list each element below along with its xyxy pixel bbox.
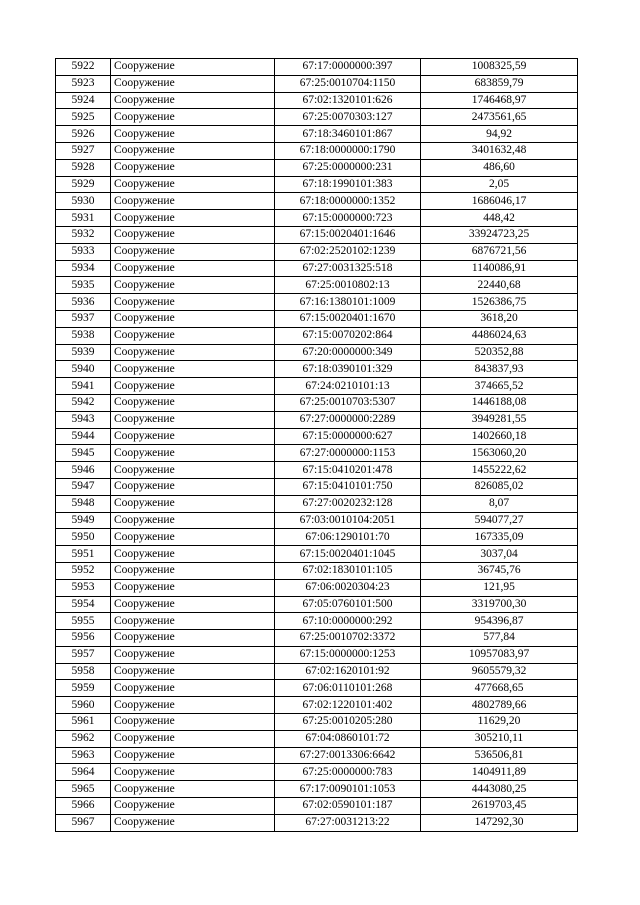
table-row xyxy=(56,411,578,428)
cadastral-value-cell: 167335,09 xyxy=(421,529,578,546)
table-row xyxy=(56,92,578,109)
object-type-cell: Сооружение xyxy=(111,260,275,277)
object-type-cell: Сооружение xyxy=(111,562,275,579)
object-type-cell: Сооружение xyxy=(111,428,275,445)
table-row xyxy=(56,798,578,815)
row-number-cell: 5959 xyxy=(56,680,111,697)
table-row xyxy=(56,579,578,596)
cadastral-number-cell: 67:25:0010704:1150 xyxy=(275,75,421,92)
row-number-cell: 5967 xyxy=(56,814,111,831)
cadastral-number-cell: 67:05:0760101:500 xyxy=(275,596,421,613)
cadastral-value-cell: 2619703,45 xyxy=(421,798,578,815)
cadastral-value-cell: 11629,20 xyxy=(421,714,578,731)
cadastral-number-cell: 67:17:0090101:1053 xyxy=(275,781,421,798)
cadastral-value-cell: 1402660,18 xyxy=(421,428,578,445)
table-body xyxy=(56,59,578,832)
table-row xyxy=(56,529,578,546)
table-row xyxy=(56,646,578,663)
object-type-cell: Сооружение xyxy=(111,176,275,193)
cadastral-number-cell: 67:27:0013306:6642 xyxy=(275,747,421,764)
cadastral-number-cell: 67:27:0000000:2289 xyxy=(275,411,421,428)
object-type-cell: Сооружение xyxy=(111,764,275,781)
row-number-cell: 5948 xyxy=(56,495,111,512)
cadastral-number-cell: 67:15:0000000:627 xyxy=(275,428,421,445)
table-row xyxy=(56,310,578,327)
row-number-cell: 5932 xyxy=(56,226,111,243)
object-type-cell: Сооружение xyxy=(111,814,275,831)
row-number-cell: 5923 xyxy=(56,75,111,92)
row-number-cell: 5929 xyxy=(56,176,111,193)
table-row xyxy=(56,814,578,831)
cadastral-number-cell: 67:16:1380101:1009 xyxy=(275,294,421,311)
cadastral-number-cell: 67:25:0010205:280 xyxy=(275,714,421,731)
cadastral-value-cell: 4486024,63 xyxy=(421,327,578,344)
cadastral-number-cell: 67:27:0031325:518 xyxy=(275,260,421,277)
table-row xyxy=(56,260,578,277)
cadastral-value-cell: 536506,81 xyxy=(421,747,578,764)
cadastral-number-cell: 67:04:0860101:72 xyxy=(275,730,421,747)
object-type-cell: Сооружение xyxy=(111,462,275,479)
object-type-cell: Сооружение xyxy=(111,680,275,697)
table-row xyxy=(56,495,578,512)
table-row xyxy=(56,512,578,529)
row-number-cell: 5945 xyxy=(56,445,111,462)
cadastral-value-cell: 1455222,62 xyxy=(421,462,578,479)
object-type-cell: Сооружение xyxy=(111,646,275,663)
object-type-cell: Сооружение xyxy=(111,344,275,361)
object-type-cell: Сооружение xyxy=(111,596,275,613)
cadastral-value-cell: 1140086,91 xyxy=(421,260,578,277)
cadastral-value-cell: 22440,68 xyxy=(421,277,578,294)
cadastral-number-cell: 67:02:0590101:187 xyxy=(275,798,421,815)
object-type-cell: Сооружение xyxy=(111,243,275,260)
cadastral-number-cell: 67:27:0000000:1153 xyxy=(275,445,421,462)
row-number-cell: 5951 xyxy=(56,546,111,563)
table-row xyxy=(56,697,578,714)
cadastral-value-cell: 594077,27 xyxy=(421,512,578,529)
table-row xyxy=(56,210,578,227)
table-row xyxy=(56,378,578,395)
object-type-cell: Сооружение xyxy=(111,781,275,798)
row-number-cell: 5925 xyxy=(56,109,111,126)
cadastral-number-cell: 67:03:0010104:2051 xyxy=(275,512,421,529)
cadastral-number-cell: 67:06:0110101:268 xyxy=(275,680,421,697)
object-type-cell: Сооружение xyxy=(111,529,275,546)
cadastral-number-cell: 67:18:0390101:329 xyxy=(275,361,421,378)
object-type-cell: Сооружение xyxy=(111,75,275,92)
cadastral-value-cell: 520352,88 xyxy=(421,344,578,361)
cadastral-value-cell: 2473561,65 xyxy=(421,109,578,126)
table-row xyxy=(56,714,578,731)
row-number-cell: 5964 xyxy=(56,764,111,781)
row-number-cell: 5942 xyxy=(56,394,111,411)
object-type-cell: Сооружение xyxy=(111,159,275,176)
object-type-cell: Сооружение xyxy=(111,579,275,596)
object-type-cell: Сооружение xyxy=(111,109,275,126)
table-row xyxy=(56,613,578,630)
cadastral-number-cell: 67:25:0000000:231 xyxy=(275,159,421,176)
cadastral-value-cell: 10957083,97 xyxy=(421,646,578,663)
cadastral-value-cell: 4802789,66 xyxy=(421,697,578,714)
cadastral-number-cell: 67:25:0010802:13 xyxy=(275,277,421,294)
row-number-cell: 5965 xyxy=(56,781,111,798)
object-type-cell: Сооружение xyxy=(111,411,275,428)
row-number-cell: 5936 xyxy=(56,294,111,311)
table-row xyxy=(56,277,578,294)
row-number-cell: 5961 xyxy=(56,714,111,731)
object-type-cell: Сооружение xyxy=(111,478,275,495)
cadastral-value-table xyxy=(55,58,578,832)
cadastral-number-cell: 67:06:0020304:23 xyxy=(275,579,421,596)
row-number-cell: 5943 xyxy=(56,411,111,428)
table-row xyxy=(56,394,578,411)
cadastral-number-cell: 67:15:0410201:478 xyxy=(275,462,421,479)
table-row xyxy=(56,478,578,495)
cadastral-number-cell: 67:17:0000000:397 xyxy=(275,59,421,76)
object-type-cell: Сооружение xyxy=(111,730,275,747)
table-row xyxy=(56,747,578,764)
object-type-cell: Сооружение xyxy=(111,378,275,395)
cadastral-number-cell: 67:27:0020232:128 xyxy=(275,495,421,512)
cadastral-number-cell: 67:18:3460101:867 xyxy=(275,126,421,143)
cadastral-value-cell: 577,84 xyxy=(421,630,578,647)
cadastral-value-cell: 683859,79 xyxy=(421,75,578,92)
row-number-cell: 5956 xyxy=(56,630,111,647)
object-type-cell: Сооружение xyxy=(111,495,275,512)
table-row xyxy=(56,445,578,462)
cadastral-value-cell: 121,95 xyxy=(421,579,578,596)
cadastral-number-cell: 67:15:0020401:1670 xyxy=(275,310,421,327)
cadastral-value-cell: 147292,30 xyxy=(421,814,578,831)
table-row xyxy=(56,176,578,193)
row-number-cell: 5960 xyxy=(56,697,111,714)
object-type-cell: Сооружение xyxy=(111,697,275,714)
cadastral-number-cell: 67:15:0000000:1253 xyxy=(275,646,421,663)
cadastral-number-cell: 67:20:0000000:349 xyxy=(275,344,421,361)
cadastral-value-cell: 3037,04 xyxy=(421,546,578,563)
object-type-cell: Сооружение xyxy=(111,445,275,462)
row-number-cell: 5935 xyxy=(56,277,111,294)
object-type-cell: Сооружение xyxy=(111,142,275,159)
cadastral-value-cell: 1404911,89 xyxy=(421,764,578,781)
object-type-cell: Сооружение xyxy=(111,798,275,815)
table-row xyxy=(56,680,578,697)
row-number-cell: 5927 xyxy=(56,142,111,159)
object-type-cell: Сооружение xyxy=(111,747,275,764)
cadastral-number-cell: 67:02:1830101:105 xyxy=(275,562,421,579)
row-number-cell: 5924 xyxy=(56,92,111,109)
object-type-cell: Сооружение xyxy=(111,546,275,563)
cadastral-value-cell: 3949281,55 xyxy=(421,411,578,428)
cadastral-number-cell: 67:27:0031213:22 xyxy=(275,814,421,831)
table-row xyxy=(56,630,578,647)
cadastral-number-cell: 67:10:0000000:292 xyxy=(275,613,421,630)
cadastral-value-cell: 3319700,30 xyxy=(421,596,578,613)
cadastral-number-cell: 67:15:0000000:723 xyxy=(275,210,421,227)
row-number-cell: 5946 xyxy=(56,462,111,479)
row-number-cell: 5934 xyxy=(56,260,111,277)
table-row xyxy=(56,226,578,243)
cadastral-number-cell: 67:24:0210101:13 xyxy=(275,378,421,395)
cadastral-value-cell: 3401632,48 xyxy=(421,142,578,159)
row-number-cell: 5944 xyxy=(56,428,111,445)
cadastral-value-cell: 448,42 xyxy=(421,210,578,227)
table-row xyxy=(56,781,578,798)
object-type-cell: Сооружение xyxy=(111,394,275,411)
row-number-cell: 5963 xyxy=(56,747,111,764)
table-row xyxy=(56,193,578,210)
object-type-cell: Сооружение xyxy=(111,361,275,378)
cadastral-value-cell: 4443080,25 xyxy=(421,781,578,798)
cadastral-value-cell: 826085,02 xyxy=(421,478,578,495)
cadastral-value-cell: 36745,76 xyxy=(421,562,578,579)
cadastral-number-cell: 67:25:0010703:5307 xyxy=(275,394,421,411)
table-row xyxy=(56,159,578,176)
table-row xyxy=(56,562,578,579)
table-row xyxy=(56,294,578,311)
cadastral-number-cell: 67:15:0070202:864 xyxy=(275,327,421,344)
object-type-cell: Сооружение xyxy=(111,193,275,210)
object-type-cell: Сооружение xyxy=(111,226,275,243)
cadastral-value-cell: 305210,11 xyxy=(421,730,578,747)
cadastral-number-cell: 67:15:0020401:1646 xyxy=(275,226,421,243)
cadastral-number-cell: 67:15:0410101:750 xyxy=(275,478,421,495)
cadastral-number-cell: 67:02:2520102:1239 xyxy=(275,243,421,260)
object-type-cell: Сооружение xyxy=(111,210,275,227)
cadastral-value-cell: 2,05 xyxy=(421,176,578,193)
cadastral-value-cell: 1446188,08 xyxy=(421,394,578,411)
cadastral-value-cell: 1008325,59 xyxy=(421,59,578,76)
row-number-cell: 5962 xyxy=(56,730,111,747)
cadastral-value-cell: 1526386,75 xyxy=(421,294,578,311)
row-number-cell: 5953 xyxy=(56,579,111,596)
row-number-cell: 5952 xyxy=(56,562,111,579)
object-type-cell: Сооружение xyxy=(111,59,275,76)
table-row xyxy=(56,428,578,445)
object-type-cell: Сооружение xyxy=(111,630,275,647)
cadastral-number-cell: 67:18:1990101:383 xyxy=(275,176,421,193)
row-number-cell: 5966 xyxy=(56,798,111,815)
row-number-cell: 5938 xyxy=(56,327,111,344)
object-type-cell: Сооружение xyxy=(111,663,275,680)
row-number-cell: 5937 xyxy=(56,310,111,327)
cadastral-number-cell: 67:18:0000000:1352 xyxy=(275,193,421,210)
table-row xyxy=(56,596,578,613)
cadastral-value-cell: 477668,65 xyxy=(421,680,578,697)
cadastral-value-cell: 3618,20 xyxy=(421,310,578,327)
cadastral-value-cell: 1563060,20 xyxy=(421,445,578,462)
object-type-cell: Сооружение xyxy=(111,613,275,630)
row-number-cell: 5940 xyxy=(56,361,111,378)
cadastral-number-cell: 67:18:0000000:1790 xyxy=(275,142,421,159)
object-type-cell: Сооружение xyxy=(111,277,275,294)
row-number-cell: 5928 xyxy=(56,159,111,176)
cadastral-number-cell: 67:02:1320101:626 xyxy=(275,92,421,109)
cadastral-number-cell: 67:25:0010702:3372 xyxy=(275,630,421,647)
row-number-cell: 5954 xyxy=(56,596,111,613)
cadastral-value-cell: 374665,52 xyxy=(421,378,578,395)
table-row xyxy=(56,126,578,143)
table-row xyxy=(56,764,578,781)
object-type-cell: Сооружение xyxy=(111,714,275,731)
row-number-cell: 5922 xyxy=(56,59,111,76)
object-type-cell: Сооружение xyxy=(111,310,275,327)
row-number-cell: 5926 xyxy=(56,126,111,143)
table-row xyxy=(56,344,578,361)
row-number-cell: 5957 xyxy=(56,646,111,663)
object-type-cell: Сооружение xyxy=(111,327,275,344)
table-row xyxy=(56,59,578,76)
row-number-cell: 5947 xyxy=(56,478,111,495)
table-row xyxy=(56,109,578,126)
row-number-cell: 5930 xyxy=(56,193,111,210)
cadastral-value-cell: 33924723,25 xyxy=(421,226,578,243)
row-number-cell: 5939 xyxy=(56,344,111,361)
table-row xyxy=(56,327,578,344)
table-row xyxy=(56,361,578,378)
table-row xyxy=(56,75,578,92)
cadastral-number-cell: 67:02:1220101:402 xyxy=(275,697,421,714)
row-number-cell: 5933 xyxy=(56,243,111,260)
table-row xyxy=(56,243,578,260)
object-type-cell: Сооружение xyxy=(111,294,275,311)
cadastral-value-cell: 954396,87 xyxy=(421,613,578,630)
cadastral-value-cell: 1686046,17 xyxy=(421,193,578,210)
object-type-cell: Сооружение xyxy=(111,92,275,109)
table-row xyxy=(56,462,578,479)
cadastral-number-cell: 67:15:0020401:1045 xyxy=(275,546,421,563)
cadastral-number-cell: 67:06:1290101:70 xyxy=(275,529,421,546)
row-number-cell: 5955 xyxy=(56,613,111,630)
table-row xyxy=(56,142,578,159)
table-row xyxy=(56,730,578,747)
row-number-cell: 5958 xyxy=(56,663,111,680)
object-type-cell: Сооружение xyxy=(111,126,275,143)
object-type-cell: Сооружение xyxy=(111,512,275,529)
row-number-cell: 5931 xyxy=(56,210,111,227)
row-number-cell: 5949 xyxy=(56,512,111,529)
cadastral-number-cell: 67:02:1620101:92 xyxy=(275,663,421,680)
cadastral-value-cell: 8,07 xyxy=(421,495,578,512)
cadastral-value-cell: 486,60 xyxy=(421,159,578,176)
cadastral-number-cell: 67:25:0070303:127 xyxy=(275,109,421,126)
cadastral-value-cell: 1746468,97 xyxy=(421,92,578,109)
cadastral-value-cell: 843837,93 xyxy=(421,361,578,378)
row-number-cell: 5950 xyxy=(56,529,111,546)
cadastral-value-cell: 9605579,32 xyxy=(421,663,578,680)
cadastral-value-cell: 6876721,56 xyxy=(421,243,578,260)
table-row xyxy=(56,546,578,563)
cadastral-value-cell: 94,92 xyxy=(421,126,578,143)
table-row xyxy=(56,663,578,680)
cadastral-number-cell: 67:25:0000000:783 xyxy=(275,764,421,781)
row-number-cell: 5941 xyxy=(56,378,111,395)
